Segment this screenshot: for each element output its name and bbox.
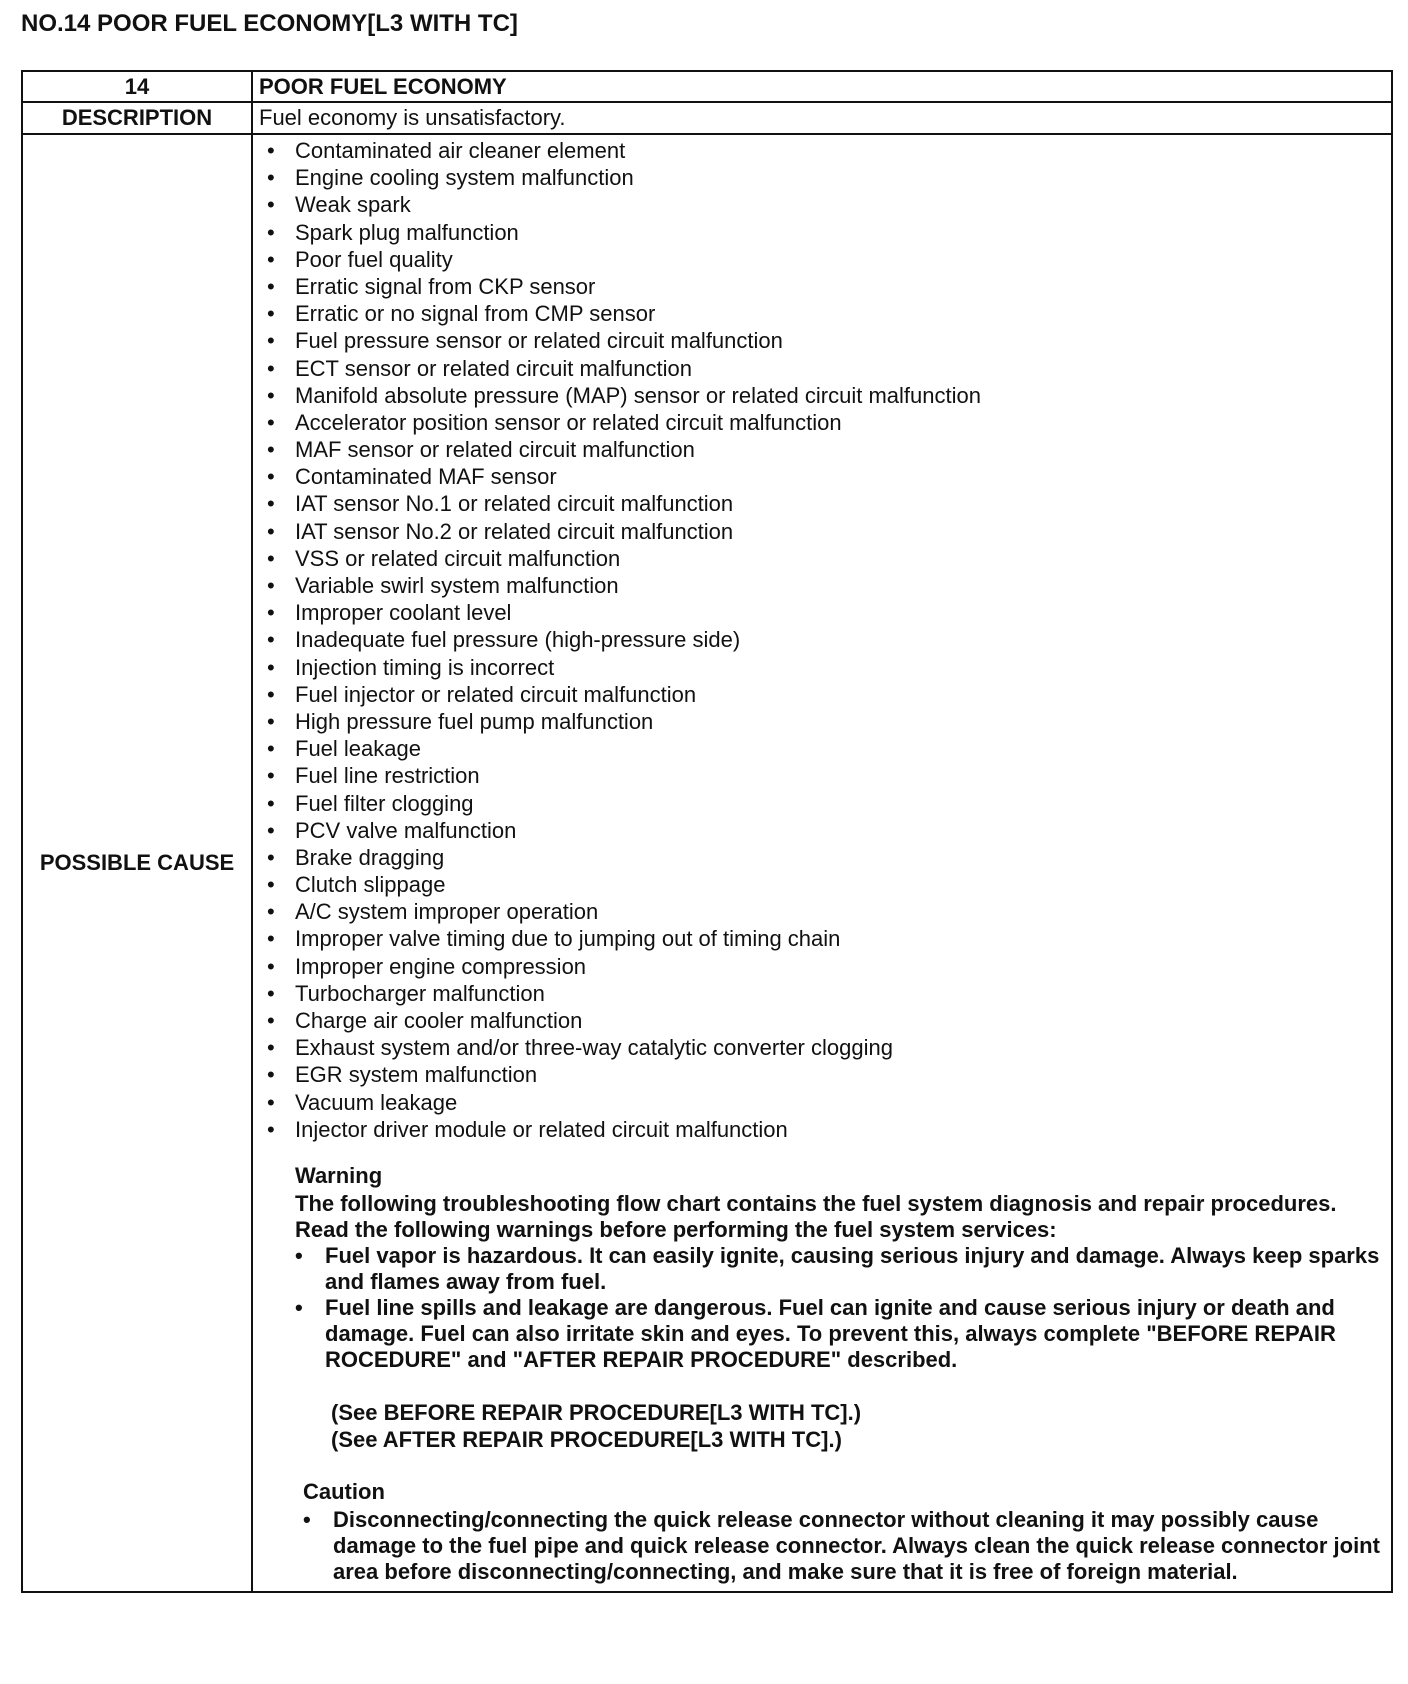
cause-item: • EGR system malfunction — [267, 1061, 1385, 1088]
cause-item: • Exhaust system and/or three-way catalytic converter clogging — [267, 1034, 1385, 1061]
warning-title: Warning — [295, 1162, 383, 1188]
cause-item: • Injector driver module or related circuit malfunction — [267, 1116, 1385, 1143]
see-before-repair-link[interactable]: (See BEFORE REPAIR PROCEDURE[L3 WITH TC].) — [331, 1399, 862, 1425]
caution-block — [303, 1479, 1385, 1585]
cause-item: • Turbocharger malfunction — [267, 980, 1385, 1007]
cause-item: • Fuel filter clogging — [267, 790, 1385, 817]
cause-item: • A/C system improper operation — [267, 898, 1385, 925]
symptom-name: POOR FUEL ECONOMY — [252, 71, 1392, 102]
cause-item: • Poor fuel quality — [267, 246, 1385, 273]
possible-cause-label: POSSIBLE CAUSE — [22, 134, 252, 1592]
description-row — [22, 102, 1392, 134]
warning-intro: The following troubleshooting flow chart contains the fuel system diagnosis and repair procedures. Read the following warnings before performing the fuel system services: — [295, 1190, 1337, 1242]
cause-item: • Fuel line restriction — [267, 762, 1385, 789]
warning-item: • Fuel vapor is hazardous. It can easily ignite, causing serious injury and damage. Always keep sparks and flames away from fuel. — [295, 1243, 1385, 1295]
see-after-repair-link[interactable]: (See AFTER REPAIR PROCEDURE[L3 WITH TC].) — [331, 1426, 842, 1452]
cause-item: • Improper engine compression — [267, 953, 1385, 980]
symptom-number: 14 — [22, 71, 252, 102]
possible-cause-row — [22, 134, 1392, 1592]
cause-item: • Variable swirl system malfunction — [267, 572, 1385, 599]
cause-list — [267, 137, 1385, 1143]
cause-item: • IAT sensor No.2 or related circuit malfunction — [267, 518, 1385, 545]
cause-item: • Clutch slippage — [267, 871, 1385, 898]
cause-item: • Improper coolant level — [267, 599, 1385, 626]
cause-item: • Vacuum leakage — [267, 1089, 1385, 1116]
cause-item: • Contaminated MAF sensor — [267, 463, 1385, 490]
header-row — [22, 71, 1392, 102]
cause-item: • Fuel leakage — [267, 735, 1385, 762]
cause-item: • Weak spark — [267, 191, 1385, 218]
cause-item: • PCV valve malfunction — [267, 817, 1385, 844]
cause-item: • IAT sensor No.1 or related circuit malfunction — [267, 490, 1385, 517]
page-title: NO.14 POOR FUEL ECONOMY[L3 WITH TC] — [21, 10, 518, 37]
caution-item: • Disconnecting/connecting the quick release connector without cleaning it may possibly cause damage to the fuel pipe and quick release connector. Always clean the quick release connector joint area before disconnecting/connecting, and make sure that it is free of foreign material. — [303, 1507, 1385, 1585]
description-text: Fuel economy is unsatisfactory. — [252, 102, 1392, 134]
cause-item: • Fuel injector or related circuit malfunction — [267, 681, 1385, 708]
cause-item: • MAF sensor or related circuit malfunction — [267, 436, 1385, 463]
cause-item: • Erratic or no signal from CMP sensor — [267, 300, 1385, 327]
warning-block — [295, 1163, 1385, 1585]
cause-item: • ECT sensor or related circuit malfunction — [267, 355, 1385, 382]
warning-item: • Fuel line spills and leakage are dangerous. Fuel can ignite and cause serious injury or death and damage. Fuel can also irritate skin and eyes. To prevent this, always complete "BEFORE REPAIR ROCEDURE" and "AFTER REPAIR PROCEDURE" described. — [295, 1295, 1385, 1373]
cause-item: • Engine cooling system malfunction — [267, 164, 1385, 191]
cause-item: • Charge air cooler malfunction — [267, 1007, 1385, 1034]
warning-list — [295, 1243, 1385, 1373]
cause-item: • Improper valve timing due to jumping out of timing chain — [267, 925, 1385, 952]
cause-item: • Accelerator position sensor or related circuit malfunction — [267, 409, 1385, 436]
caution-list — [303, 1507, 1385, 1585]
cause-item: • Manifold absolute pressure (MAP) sensor or related circuit malfunction — [267, 382, 1385, 409]
cause-item: • Brake dragging — [267, 844, 1385, 871]
cause-item: • Erratic signal from CKP sensor — [267, 273, 1385, 300]
description-label: DESCRIPTION — [22, 102, 252, 134]
cause-item: • Spark plug malfunction — [267, 219, 1385, 246]
cause-item: • Injection timing is incorrect — [267, 654, 1385, 681]
possible-cause-content — [252, 134, 1392, 1592]
cause-item: • Contaminated air cleaner element — [267, 137, 1385, 164]
cause-item: • High pressure fuel pump malfunction — [267, 708, 1385, 735]
caution-title: Caution — [303, 1478, 385, 1504]
cause-item: • Fuel pressure sensor or related circuit malfunction — [267, 327, 1385, 354]
cause-item: • VSS or related circuit malfunction — [267, 545, 1385, 572]
cause-item: • Inadequate fuel pressure (high-pressure side) — [267, 626, 1385, 653]
see-references — [331, 1399, 1385, 1453]
troubleshooting-table — [21, 70, 1393, 1593]
